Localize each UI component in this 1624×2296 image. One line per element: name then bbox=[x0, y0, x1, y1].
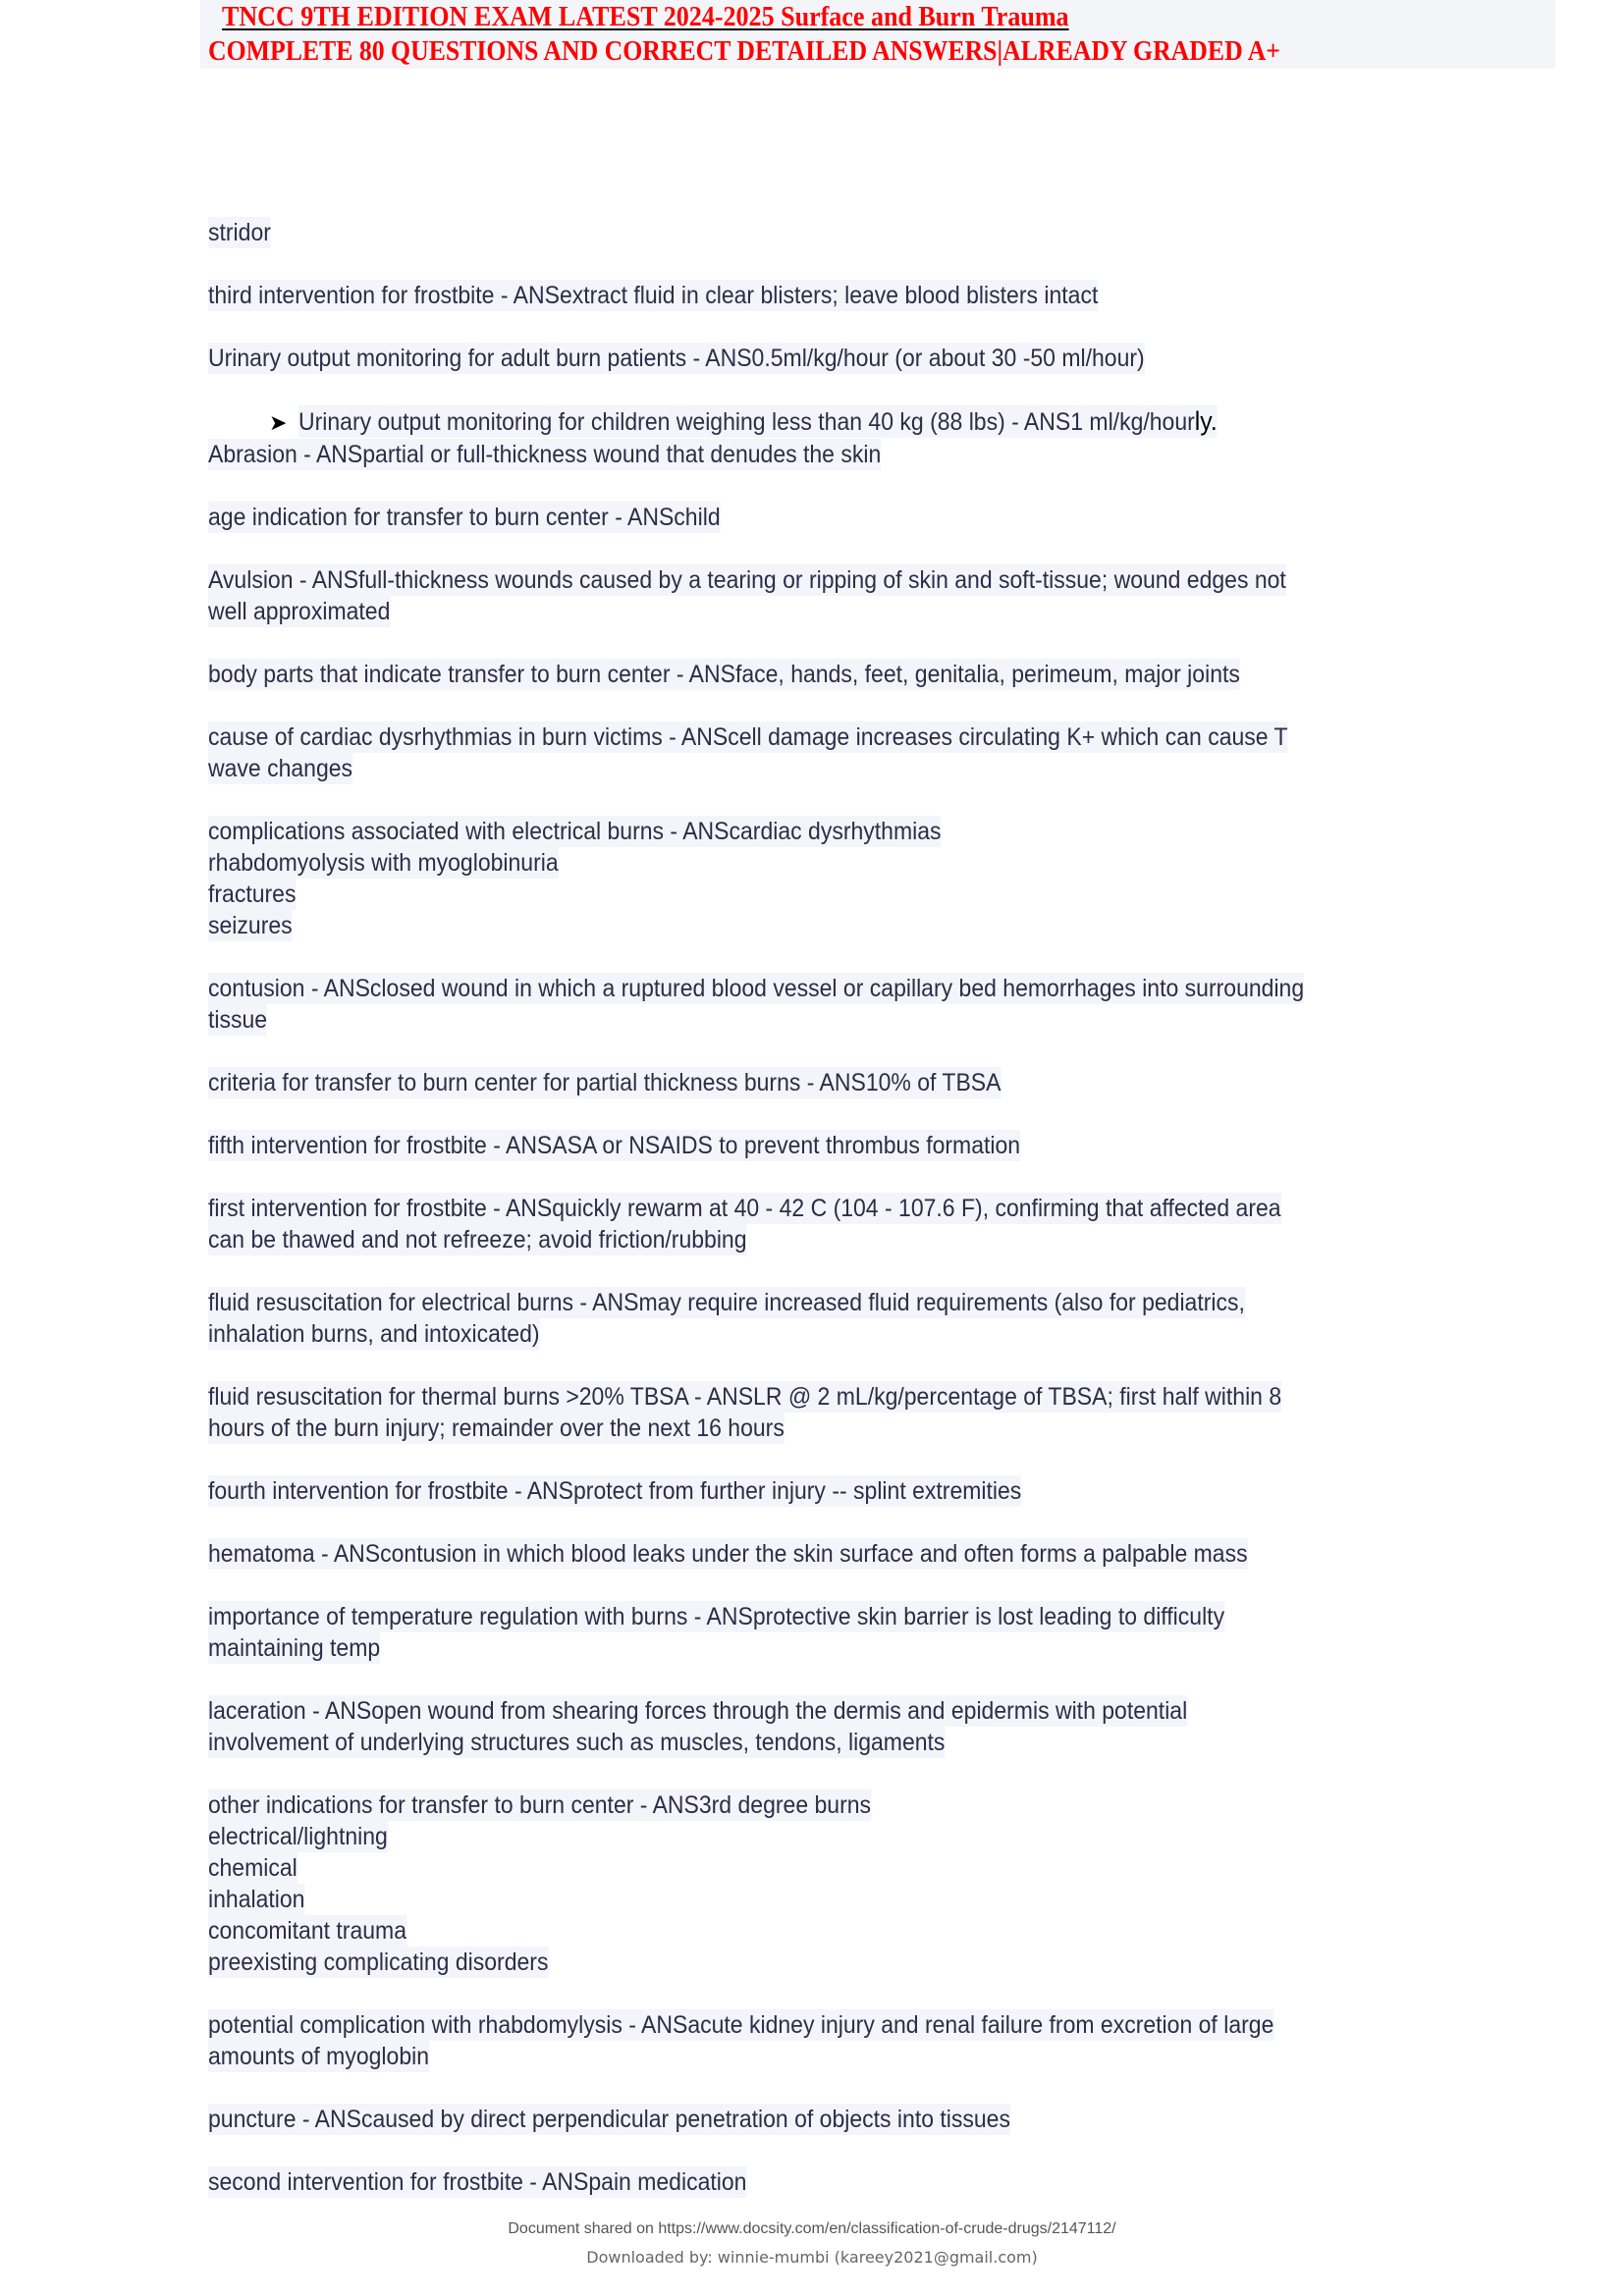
qa-text: fluid resuscitation for thermal burns >20% TBSA - ANSLR @ 2 mL/kg/percentage of TBSA; first half within 8 bbox=[208, 1383, 1282, 1411]
qa-entry bbox=[208, 659, 1563, 690]
bullet-text: Urinary output monitoring for children weighing less than 40 kg (88 lbs) - ANS1 ml/kg/hourly. bbox=[298, 406, 1218, 436]
bullet-item bbox=[208, 405, 1563, 439]
qa-entry bbox=[208, 816, 1563, 941]
qa-entry bbox=[208, 2166, 1563, 2198]
qa-entry bbox=[208, 1381, 1563, 1444]
qa-text: criteria for transfer to burn center for partial thickness burns - ANS10% of TBSA bbox=[208, 1069, 1001, 1096]
qa-text: fourth intervention for frostbite - ANSprotect from further injury -- splint extremities bbox=[208, 1477, 1022, 1505]
qa-text-continued: concomitant trauma bbox=[208, 1917, 406, 1945]
qa-text-continued: tissue bbox=[208, 1006, 268, 1034]
qa-entry bbox=[208, 1287, 1563, 1350]
qa-text-continued: well approximated bbox=[208, 598, 391, 625]
qa-text: first intervention for frostbite - ANSquickly rewarm at 40 - 42 C (104 - 107.6 F), confirming that affected area bbox=[208, 1195, 1281, 1222]
qa-text: third intervention for frostbite - ANSextract fluid in clear blisters; leave blood blisters intact bbox=[208, 282, 1099, 309]
qa-text-continued: wave changes bbox=[208, 755, 353, 782]
qa-entry bbox=[208, 217, 1563, 248]
qa-text: Abrasion - ANSpartial or full-thickness wound that denudes the skin bbox=[208, 441, 882, 468]
qa-text: body parts that indicate transfer to burn center - ANSface, hands, feet, genitalia, perimeum, major joints bbox=[208, 661, 1240, 688]
qa-entry bbox=[208, 1601, 1563, 1664]
qa-text: second intervention for frostbite - ANSpain medication bbox=[208, 2168, 747, 2196]
qa-text-continued: seizures bbox=[208, 912, 293, 939]
qa-text: laceration - ANSopen wound from shearing forces through the dermis and epidermis with potential bbox=[208, 1697, 1188, 1725]
qa-entry bbox=[208, 564, 1563, 627]
qa-text-continued: rhabdomyolysis with myoglobinuria bbox=[208, 849, 559, 877]
qa-text-continued: preexisting complicating disorders bbox=[208, 1949, 549, 1976]
arrow-bullet-icon: ➤ bbox=[269, 410, 288, 435]
qa-entry bbox=[208, 973, 1563, 1036]
qa-text-continued: electrical/lightning bbox=[208, 1823, 388, 1850]
qa-text: other indications for transfer to burn center - ANS3rd degree burns bbox=[208, 1791, 872, 1819]
qa-text-continued: inhalation bbox=[208, 1886, 305, 1913]
footer-shared-link[interactable]: Document shared on https://www.docsity.com/en/classification-of-crude-drugs/2147112/ bbox=[508, 2220, 1116, 2237]
qa-entry bbox=[208, 1789, 1563, 1978]
qa-entry bbox=[208, 1130, 1563, 1161]
qa-entry bbox=[208, 1067, 1563, 1098]
qa-text: age indication for transfer to burn center - ANSchild bbox=[208, 504, 721, 531]
qa-text: fluid resuscitation for electrical burns - ANSmay require increased fluid requirements (also for pediatrics, bbox=[208, 1289, 1245, 1316]
qa-entry bbox=[208, 2104, 1563, 2135]
qa-text: Urinary output monitoring for adult burn patients - ANS0.5ml/kg/hour (or about 30 -50 ml/hour) bbox=[208, 345, 1145, 372]
qa-entry bbox=[208, 1695, 1563, 1758]
qa-text: cause of cardiac dysrhythmias in burn victims - ANScell damage increases circulating K+ which can cause T bbox=[208, 723, 1288, 751]
qa-text-continued: involvement of underlying structures such as muscles, tendons, ligaments bbox=[208, 1729, 946, 1756]
qa-entry bbox=[208, 343, 1563, 374]
qa-text: stridor bbox=[208, 219, 271, 246]
qa-text-continued: maintaining temp bbox=[208, 1634, 381, 1662]
qa-text-continued: fractures bbox=[208, 881, 297, 908]
qa-text: importance of temperature regulation with burns - ANSprotective skin barrier is lost leading to difficulty bbox=[208, 1603, 1225, 1630]
bullet-tail: ly. bbox=[1194, 406, 1218, 436]
document-subtitle: COMPLETE 80 QUESTIONS AND CORRECT DETAILED ANSWERS|ALREADY GRADED A+ bbox=[208, 36, 1280, 67]
qa-text-continued: chemical bbox=[208, 1854, 298, 1882]
qa-entry bbox=[208, 1538, 1563, 1570]
qa-text-continued: hours of the burn injury; remainder over the next 16 hours bbox=[208, 1415, 785, 1442]
qa-text: complications associated with electrical burns - ANScardiac dysrhythmias bbox=[208, 818, 942, 845]
qa-entry bbox=[208, 1193, 1563, 1255]
qa-text-continued: can be thawed and not refreeze; avoid friction/rubbing bbox=[208, 1226, 747, 1254]
qa-list bbox=[208, 217, 1563, 2229]
qa-text: puncture - ANScaused by direct perpendicular penetration of objects into tissues bbox=[208, 2106, 1010, 2133]
qa-text-continued: amounts of myoglobin bbox=[208, 2043, 430, 2070]
qa-entry bbox=[208, 2009, 1563, 2072]
qa-entry bbox=[208, 439, 1563, 470]
footer-downloaded-by: Downloaded by: winnie-mumbi (kareey2021@gmail.com) bbox=[586, 2248, 1038, 2267]
qa-entry bbox=[208, 280, 1563, 311]
qa-text: potential complication with rhabdomylysis - ANSacute kidney injury and renal failure from excretion of large bbox=[208, 2011, 1274, 2039]
qa-text: fifth intervention for frostbite - ANSASA or NSAIDS to prevent thrombus formation bbox=[208, 1132, 1021, 1159]
qa-entry bbox=[208, 721, 1563, 784]
qa-entry bbox=[208, 1475, 1563, 1507]
qa-text: contusion - ANSclosed wound in which a ruptured blood vessel or capillary bed hemorrhages into surrounding bbox=[208, 975, 1305, 1002]
qa-text: hematoma - ANScontusion in which blood leaks under the skin surface and often forms a palpable mass bbox=[208, 1540, 1248, 1568]
document-title: TNCC 9TH EDITION EXAM LATEST 2024-2025 Surface and Burn Trauma bbox=[222, 2, 1069, 32]
qa-text: Avulsion - ANSfull-thickness wounds caused by a tearing or ripping of skin and soft-tissue; wound edges not bbox=[208, 566, 1286, 594]
qa-text-continued: inhalation burns, and intoxicated) bbox=[208, 1320, 540, 1348]
qa-entry bbox=[208, 502, 1563, 533]
